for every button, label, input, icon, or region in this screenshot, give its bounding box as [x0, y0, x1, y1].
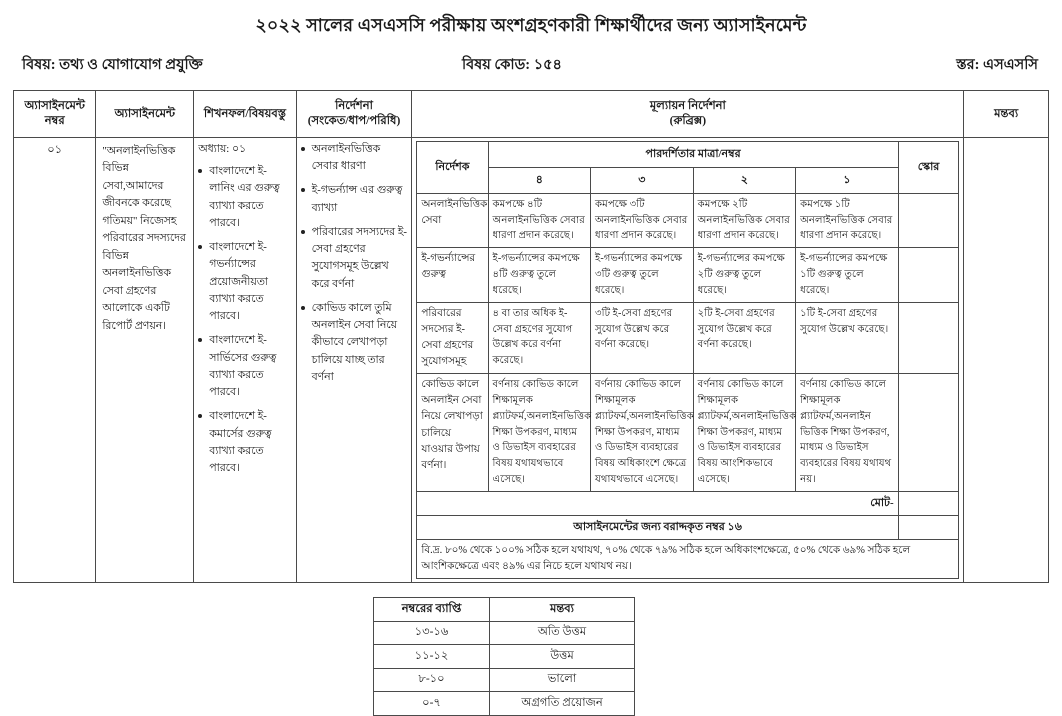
- cell-rubric: [412, 137, 964, 583]
- th-assignment-number-line2: নম্বর: [44, 114, 65, 127]
- th-evaluation-line2: (রুব্রিক্স): [669, 114, 707, 127]
- grade-comment: উত্তম: [490, 645, 635, 669]
- th-instruction-line1: নির্দেশনা: [335, 100, 373, 113]
- rubric-row: [417, 248, 959, 302]
- instruction-item: ই-গভর্ন্যান্স এর গুরুত্ব ব্যাখ্যা: [301, 182, 408, 217]
- level-label: স্তর: এসএসসি: [956, 56, 1038, 73]
- rubric-score-cell[interactable]: [898, 374, 959, 492]
- rubric-total-value[interactable]: [898, 491, 959, 515]
- rubric-row: [417, 302, 959, 374]
- cell-instructions: [296, 137, 412, 583]
- rubric-level-2: ২টি ই-সেবা গ্রহণের সুযোগ উল্লেখ করে বর্ণনা করেছে।: [693, 302, 796, 374]
- allocated-marks-label: আসাইনমেন্টের জন্য বরাদ্দকৃত নম্বর ১৬: [417, 515, 898, 539]
- th-instruction: [296, 90, 412, 137]
- outcome-item: বাংলাদেশে ই-কমার্সের গুরুত্ব ব্যাখ্যা করতে পারবে।: [198, 408, 291, 477]
- subject-label: বিষয়: তথ্য ও যোগাযোগ প্রযুক্তি: [22, 56, 203, 73]
- grade-comment: অতি উত্তম: [490, 621, 635, 645]
- grade-th-range: নম্বরের ব্যাপ্তি: [374, 598, 490, 622]
- th-learning-outcome: শিখনফল/বিষয়বস্তু: [194, 90, 296, 137]
- document-meta-row: [0, 37, 1062, 78]
- rubric-level-2: কমপক্ষে ২টি অনলাইনভিত্তিক সেবার ধারণা প্রদান করেছে।: [693, 193, 796, 247]
- rubric-score-cell[interactable]: [898, 248, 959, 302]
- th-evaluation-rubric: [412, 90, 964, 137]
- rubric-level-1: বর্ণনায় কোভিড কালে শিক্ষামূলক প্ল্যাটফর্ম,অনলাইন ভিত্তিক শিক্ষা উপকরণ, মাধ্যম ও ডিভাইস ব্যবহারের বিষয় যথাযথ নয়।: [796, 374, 899, 492]
- rubric-th-performance: পারদর্শিতার মাত্রা/নম্বর: [488, 141, 898, 167]
- page-title: ২০২২ সালের এসএসসি পরীক্ষায় অংশগ্রহণকারী শিক্ষার্থীদের জন্য অ্যাসাইনমেন্ট: [255, 15, 807, 35]
- assignment-row: [14, 137, 1049, 583]
- th-assignment-number: [14, 90, 96, 137]
- outcome-item: বাংলাদেশে ই-লানিং এর গুরুত্ব ব্যাখ্যা করতে পারবে।: [198, 163, 291, 232]
- th-evaluation-line1: মূল্যায়ন নির্দেশনা: [649, 100, 726, 113]
- cell-assignment-number: ০১: [14, 137, 96, 583]
- rubric-th-level-1: ১: [796, 167, 899, 193]
- rubric-allocated-row: [417, 515, 959, 539]
- rubric-total-row: [417, 491, 959, 515]
- rubric-row: [417, 193, 959, 247]
- cell-remarks[interactable]: [964, 137, 1049, 583]
- rubric-level-4: ই-গভর্ন্যান্সের কমপক্ষে ৪টি গুরুত্ব তুলে ধরেছে।: [488, 248, 591, 302]
- rubric-th-level-4: ৪: [488, 167, 591, 193]
- rubric-header-row-2: [417, 167, 959, 193]
- th-assignment-number-line1: অ্যাসাইনমেন্ট: [24, 100, 85, 113]
- rubric-table: [416, 141, 959, 580]
- grade-range: ১১-১২: [374, 645, 490, 669]
- main-table-header-row: [14, 90, 1049, 137]
- rubric-level-3: কমপক্ষে ৩টি অনলাইনভিত্তিক সেবার ধারণা প্রদান করেছে।: [591, 193, 694, 247]
- instruction-item: অনলাইনভিত্তিক সেবার ধারণা: [301, 141, 408, 176]
- rubric-row: [417, 374, 959, 492]
- assignment-description: "অনলাইনভিত্তিক বিভিন্ন সেবা,আমাদের জীবনকে করেছে গতিময়" নিজেসহ পরিবারের সদস্যদের বিভিন্ন অনলাইনভিত্তিক সেবা গ্রহণের আলোকে একটি রিপোর্ট প্রণয়ন।: [102, 144, 186, 332]
- rubric-level-4: বর্ণনায় কোভিড কালে শিক্ষামূলক প্ল্যাটফর্ম,অনলাইনভিত্তিক শিক্ষা উপকরণ, মাধ্যম ও ডিভাইস ব্যবহারের বিষয় যথাযথভাবে এসেছে।: [488, 374, 591, 492]
- grade-scale-table: [373, 597, 635, 716]
- grade-row: [374, 692, 635, 716]
- rubric-th-level-2: ২: [693, 167, 796, 193]
- rubric-score-cell[interactable]: [898, 193, 959, 247]
- assignment-main-table: [13, 90, 1049, 584]
- outcome-list: [198, 163, 291, 478]
- grade-comment: ভালো: [490, 668, 635, 692]
- rubric-level-4: কমপক্ষে ৪টি অনলাইনভিত্তিক সেবার ধারণা প্রদান করেছে।: [488, 193, 591, 247]
- outcome-item: বাংলাদেশে ই-সার্ভিসের গুরুত্ব ব্যাখ্যা করতে পারবে।: [198, 332, 291, 401]
- instruction-item: পরিবারের সদস্যদের ই-সেবা গ্রহণের সুযোগসমূহ উল্লেখ করে বর্ণনা: [301, 224, 408, 293]
- subject-code-label: বিষয় কোড: ১৫৪: [462, 56, 562, 73]
- rubric-th-level-3: ৩: [591, 167, 694, 193]
- rubric-level-3: ই-গভর্ন্যান্সের কমপক্ষে ৩টি গুরুত্ব তুলে ধরেছে।: [591, 248, 694, 302]
- grade-row: [374, 645, 635, 669]
- grade-range: ০-৭: [374, 692, 490, 716]
- cell-assignment-text: [96, 137, 194, 583]
- allocated-marks-blank: [898, 515, 959, 539]
- rubric-score-cell[interactable]: [898, 302, 959, 374]
- grade-comment: অগ্রগতি প্রয়োজন: [490, 692, 635, 716]
- cell-learning-outcome: [194, 137, 296, 583]
- instruction-list: [301, 141, 408, 386]
- rubric-th-indicator: নির্দেশক: [417, 141, 488, 193]
- instruction-item: কোভিড কালে তুমি অনলাইন সেবা নিয়ে কীভাবে লেখাপড়া চালিয়ে যাচ্ছ তার বর্ণনা: [301, 300, 408, 386]
- grade-row: [374, 621, 635, 645]
- rubric-level-1: ১টি ই-সেবা গ্রহণের সুযোগ উল্লেখ করেছে।: [796, 302, 899, 374]
- rubric-indicator: অনলাইনভিত্তিক সেবা: [417, 193, 488, 247]
- rubric-total-label: মোট-: [417, 491, 898, 515]
- th-assignment: অ্যাসাইনমেন্ট: [96, 90, 194, 137]
- rubric-note: বি.দ্র. ৮০% থেকে ১০০% সঠিক হলে যথাযথ, ৭০% থেকে ৭৯% সঠিক হলে অধিকাংশক্ষেত্রে, ৫০% থেকে ৬৯% সঠিক হলে আংশিকক্ষেত্রে এবং ৪৯% এর নিচে হলে যথাযথ নয়।: [417, 540, 959, 579]
- rubric-note-row: [417, 540, 959, 579]
- rubric-level-2: ই-গভর্ন্যান্সের কমপক্ষে ২টি গুরুত্ব তুলে ধরেছে।: [693, 248, 796, 302]
- th-instruction-line2: (সংকেত/ধাপ/পরিধি): [307, 114, 401, 127]
- rubric-indicator: পরিবারের সদস্যের ই-সেবা গ্রহণের সুযোগসমূহ: [417, 302, 488, 374]
- rubric-indicator: ই-গভর্ন্যান্সের গুরুত্ব: [417, 248, 488, 302]
- rubric-level-3: ৩টি ই-সেবা গ্রহণের সুযোগ উল্লেখ করে বর্ণনা করেছে।: [591, 302, 694, 374]
- rubric-th-score: স্কোর: [898, 141, 959, 193]
- grade-range: ৮-১০: [374, 668, 490, 692]
- rubric-header-row-1: [417, 141, 959, 167]
- grade-range: ১৩-১৬: [374, 621, 490, 645]
- rubric-level-2: বর্ণনায় কোভিড কালে শিক্ষামূলক প্ল্যাটফর্ম,অনলাইনভিত্তিক শিক্ষা উপকরণ, মাধ্যম ও ডিভাইস ব্যবহারের বিষয় আংশিকভাবে এসেছে।: [693, 374, 796, 492]
- th-remarks: মন্তব্য: [964, 90, 1049, 137]
- rubric-level-3: বর্ণনায় কোভিড কালে শিক্ষামূলক প্ল্যাটফর্ম,অনলাইনভিত্তিক শিক্ষা উপকরণ, মাধ্যম ও ডিভাইস ব্যবহারের বিষয় অধিকাংশে ক্ষেত্রে যথাযথভাবে এসেছে।: [591, 374, 694, 492]
- rubric-level-1: ই-গভর্ন্যান্সের কমপক্ষে ১টি গুরুত্ব তুলে ধরেছে।: [796, 248, 899, 302]
- grade-row: [374, 668, 635, 692]
- rubric-indicator: কোভিড কালে অনলাইন সেবা নিয়ে লেখাপড়া চালিয়ে যাওয়ার উপায় বর্ণনা।: [417, 374, 488, 492]
- grade-header-row: [374, 598, 635, 622]
- rubric-level-4: ৪ বা তার অধিক ই-সেবা গ্রহণের সুযোগ উল্লেখ করে বর্ণনা করেছে।: [488, 302, 591, 374]
- rubric-level-1: কমপক্ষে ১টি অনলাইনভিত্তিক সেবার ধারণা প্রদান করেছে।: [796, 193, 899, 247]
- grade-th-comment: মন্তব্য: [490, 598, 635, 622]
- outcome-item: বাংলাদেশে ই-গভর্ন্যান্সের প্রয়োজনীয়তা ব্যাখ্যা করতে পারবে।: [198, 239, 291, 325]
- outcome-chapter-heading: অধ্যায়: ০১: [198, 142, 247, 155]
